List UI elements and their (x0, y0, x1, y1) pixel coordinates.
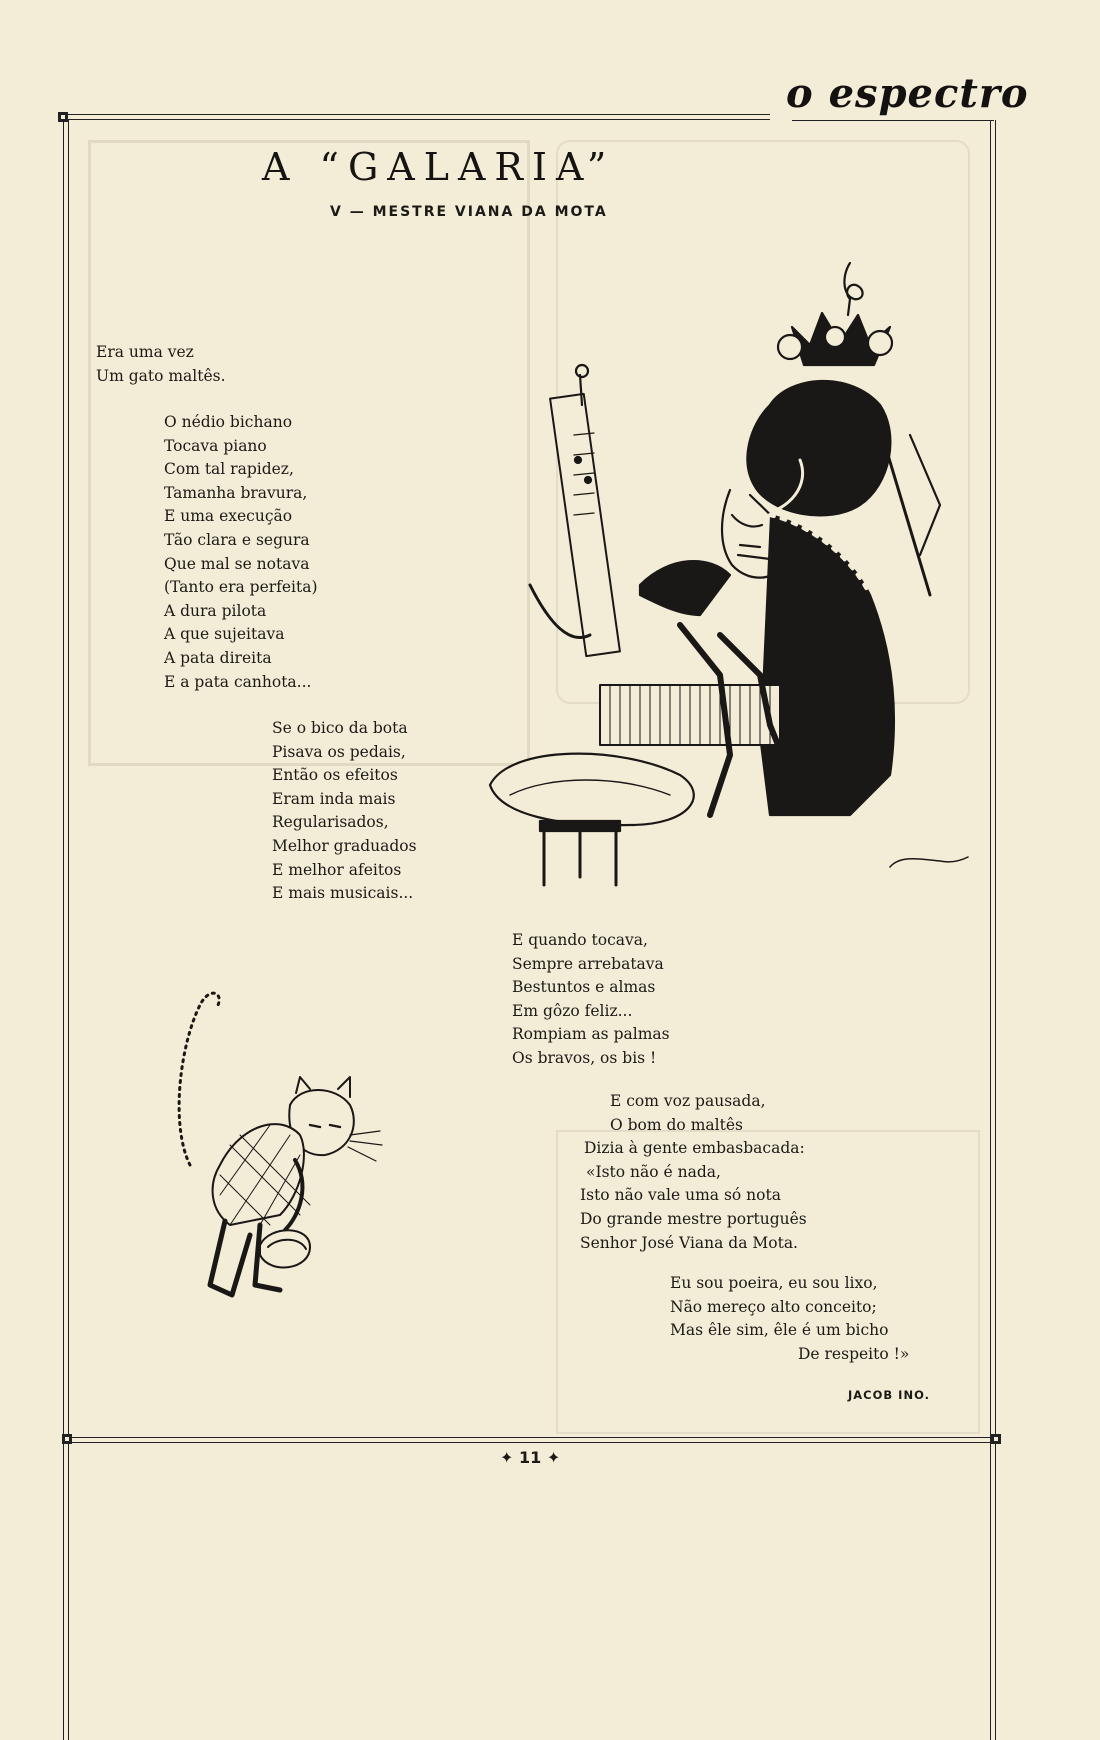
article-title: A “GALARIA” (262, 145, 616, 189)
poem-line: Sempre arrebatava (512, 954, 664, 973)
frame-top-right-rule (792, 120, 994, 121)
poem-line: Pisava os pedais, (272, 742, 406, 761)
poem-line: Mas êle sim, êle é um bicho (670, 1321, 889, 1340)
poem-line: Em gôzo feliz... (512, 1001, 633, 1020)
frame-corner-ornament (991, 1434, 1001, 1444)
poem-line: A pata direita (164, 648, 272, 667)
poem-line: Tocava piano (164, 436, 267, 455)
poem-stanza (670, 1272, 909, 1366)
poem-line: O nédio bichano (164, 413, 293, 431)
poem-line: Com tal rapidez, (164, 460, 294, 479)
poem-line: Tamanha bravura, (164, 483, 308, 502)
article-subtitle: V — MESTRE VIANA DA MOTA (330, 204, 608, 220)
frame-left-rule (63, 120, 69, 1740)
poem-stanza (272, 717, 417, 906)
caricature-illustration (470, 255, 970, 895)
cat-illustration (160, 985, 390, 1315)
poem-line: E uma execução (164, 507, 293, 526)
poem-line: A que sujeitava (164, 625, 285, 644)
poem-line: Do grande mestre português (580, 1209, 807, 1228)
page-number: ✦ 11 ✦ (500, 1448, 561, 1467)
poem-line: (Tanto era perfeita) (164, 578, 318, 597)
poem-line: E a pata canhota... (164, 672, 312, 691)
poem-stanza (96, 341, 226, 388)
poem-line: Era uma vez (96, 343, 194, 361)
frame-corner-ornament (58, 112, 68, 122)
poem-line: Então os efeitos (272, 766, 398, 785)
poem-line: Um gato maltês. (96, 366, 226, 385)
poem-line: Regularisados, (272, 813, 389, 832)
poem-line: E com voz pausada, (610, 1092, 766, 1110)
poem-stanza (580, 1090, 807, 1255)
poem-line: Eu sou poeira, eu sou lixo, (670, 1274, 878, 1292)
poem-line: Os bravos, os bis ! (512, 1048, 657, 1067)
frame-top-rule (66, 114, 770, 120)
poem-line: Melhor graduados (272, 836, 417, 855)
poem-line: Tão clara e segura (164, 530, 310, 549)
poem-line: Dizia à gente embasbacada: (584, 1139, 805, 1158)
frame-corner-ornament (62, 1434, 72, 1444)
poem-stanza (512, 929, 670, 1071)
masthead-logo: o espectro (786, 70, 1029, 117)
poem-line: O bom do maltês (610, 1115, 743, 1134)
poem-line: Isto não vale uma só nota (580, 1186, 781, 1205)
poem-stanza (164, 411, 318, 694)
poem-line: Senhor José Viana da Mota. (580, 1233, 798, 1252)
author-signature: JACOB INO. (848, 1388, 930, 1402)
poem-line: E quando tocava, (512, 931, 648, 949)
poem-line: E mais musicais... (272, 884, 414, 903)
poem-line: De respeito !» (798, 1344, 910, 1363)
poem-line: E melhor afeitos (272, 860, 402, 879)
poem-line: Rompiam as palmas (512, 1025, 670, 1044)
poem-line: Que mal se notava (164, 554, 310, 573)
poem-line: Se o bico da bota (272, 719, 408, 737)
frame-right-rule (990, 120, 996, 1740)
poem-line: A dura pilota (164, 601, 267, 620)
poem-line: Eram inda mais (272, 789, 396, 808)
frame-bottom-rule (66, 1437, 992, 1443)
poem-line: Não mereço alto conceito; (670, 1297, 877, 1316)
poem-line: «Isto não é nada, (586, 1162, 721, 1181)
poem-line: Bestuntos e almas (512, 978, 656, 997)
